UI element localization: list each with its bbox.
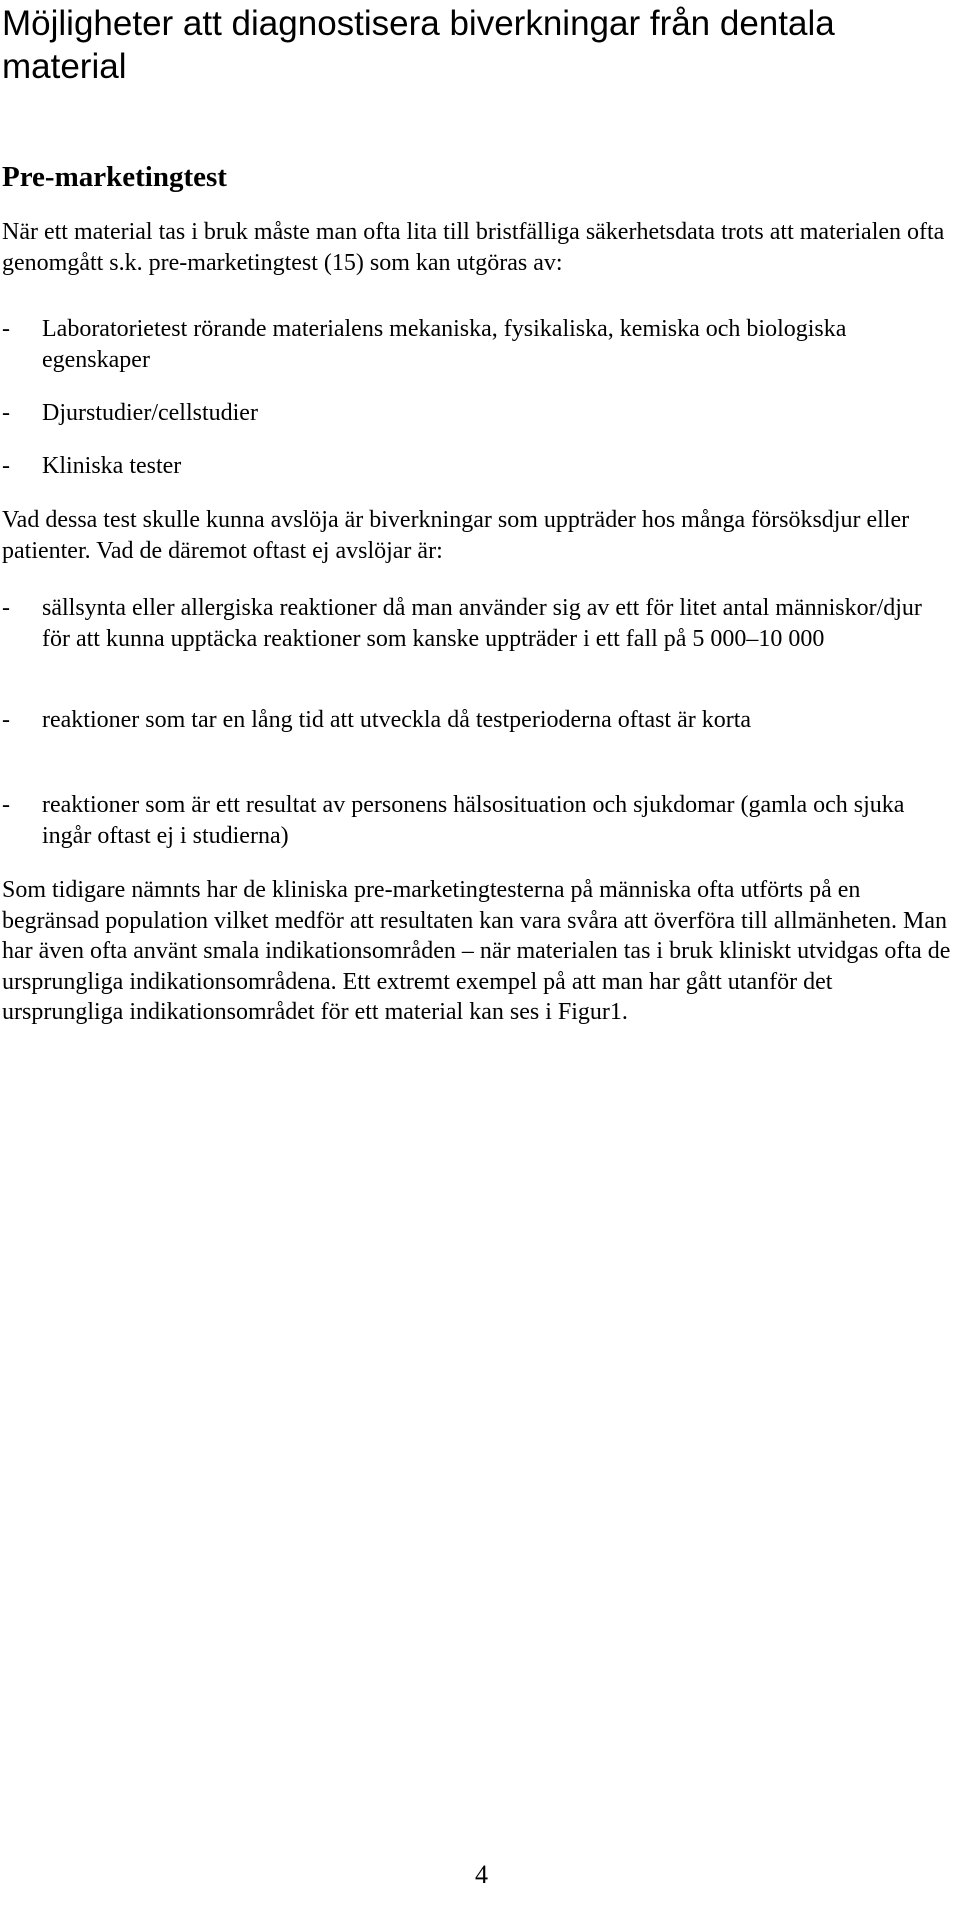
list-item-text: Laboratorietest rörande materialens mekaniska, fysikaliska, kemiska och biologiska egenskaper [42, 316, 847, 373]
section-heading: Pre-marketingtest [2, 161, 227, 193]
list-item-text: reaktioner som tar en lång tid att utveckla då testperioderna oftast är korta [42, 707, 752, 733]
list-item-text: Djurstudier/cellstudier [42, 400, 258, 426]
list-item-text: reaktioner som är ett resultat av personens hälsosituation och sjukdomar (gamla och sjuka ingår oftast ej i studierna) [42, 792, 905, 849]
list-dash: - [2, 595, 10, 621]
closing-paragraph: Som tidigare nämnts har de kliniska pre-marketingtesterna på människa ofta utförts på en begränsad population vilket medför att resultaten kan vara svåra att överföra till allmänheten. Man har även ofta använt smala indikationsområden – när materialen tas i bruk kliniskt utvidgas ofta de ursprungliga indikationsområdena. Ett extremt exempel på att man har gått utanför det ursprungliga indikationsområdet för ett material kan ses i Figur1. [2, 877, 951, 1025]
list-item [2, 593, 952, 654]
list-dash: - [2, 453, 10, 479]
list-item [2, 705, 952, 736]
list-item-text: sällsynta eller allergiska reaktioner då man använder sig av ett för litet antal människor/djur för att kunna upptäcka reaktioner som kanske uppträder i ett fall på 5 000–10 000 [42, 595, 922, 652]
middle-paragraph: Vad dessa test skulle kunna avslöja är biverkningar som uppträder hos många försöksdjur eller patienter. Vad de däremot oftast ej avslöjar är: [2, 507, 910, 564]
list-item [2, 398, 952, 429]
list-item-text: Kliniska tester [42, 453, 182, 479]
list-dash: - [2, 316, 10, 342]
list-item [2, 451, 952, 482]
list-dash: - [2, 707, 10, 733]
list-item [2, 790, 952, 851]
list-item [2, 314, 952, 375]
intro-paragraph: När ett material tas i bruk måste man ofta lita till bristfälliga säkerhetsdata trots att materialen ofta genomgått s.k. pre-marketingtest (15) som kan utgöras av: [2, 219, 945, 276]
page-number: 4 [475, 1860, 488, 1889]
list-dash: - [2, 400, 10, 426]
page-title: Möjligheter att diagnostisera biverkningar från dentala material [2, 4, 835, 86]
list-dash: - [2, 792, 10, 818]
